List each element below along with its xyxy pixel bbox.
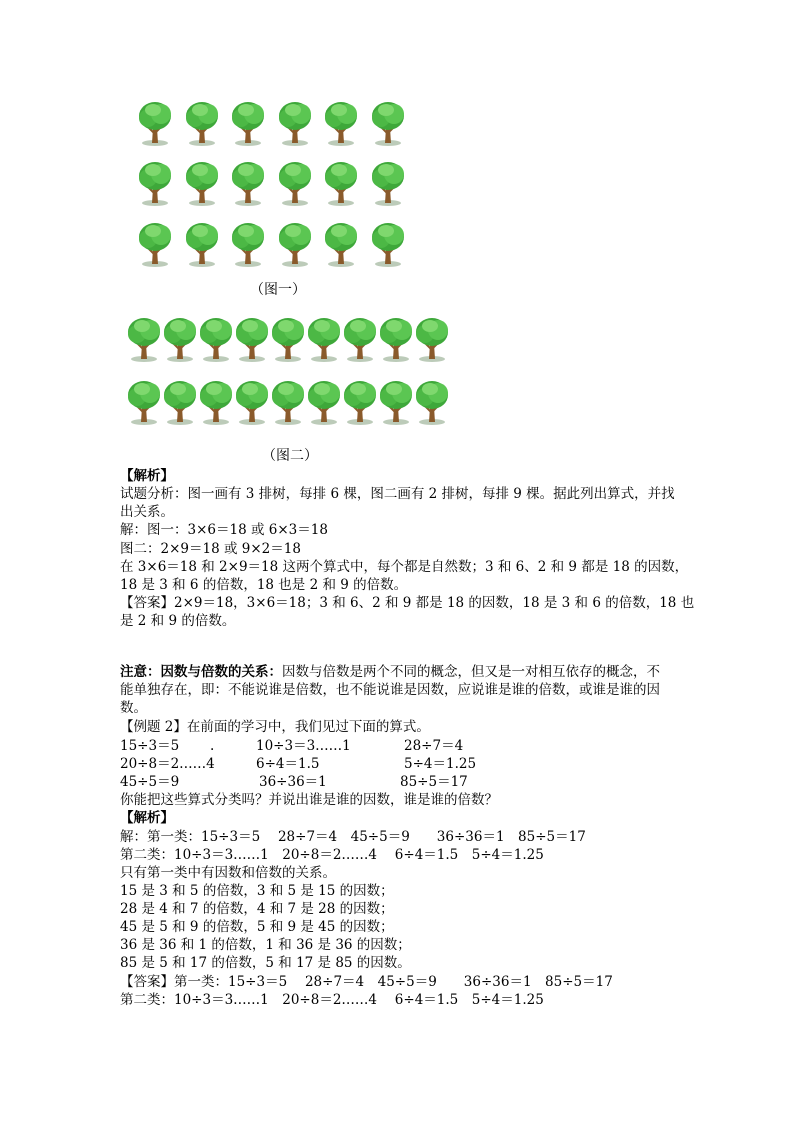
analysis-heading: 【解析】 bbox=[120, 468, 174, 484]
tree-icon bbox=[126, 379, 162, 425]
tree-row bbox=[126, 379, 450, 425]
tree-icon bbox=[342, 379, 378, 425]
solution-line: 第二类：10÷3＝3……1 20÷8＝2……4 6÷4＝1.5 5÷4＝1.25 bbox=[120, 847, 544, 863]
tree-icon bbox=[370, 160, 406, 206]
equation: 15÷3＝5 bbox=[120, 738, 180, 754]
equation: 20÷8＝2……4 bbox=[120, 756, 215, 772]
solution-line: 36 是 36 和 1 的倍数，1 和 36 是 36 的因数； bbox=[120, 937, 411, 953]
tree-icon bbox=[306, 316, 342, 362]
note-line bbox=[120, 663, 660, 681]
tree-icon bbox=[184, 100, 220, 146]
equation: 85÷5＝17 bbox=[400, 774, 468, 790]
solution-line: 28 是 4 和 7 的倍数，4 和 7 是 28 的因数； bbox=[120, 901, 394, 917]
tree-row bbox=[137, 100, 406, 146]
solution-line: 45 是 5 和 9 的倍数，5 和 9 是 45 的因数； bbox=[120, 919, 394, 935]
answer-line: 【答案】2×9＝18，3×6＝18；3 和 6、2 和 9 都是 18 的因数，18 是 3 和 6 的倍数，18 也 bbox=[120, 595, 695, 611]
tree-row bbox=[137, 221, 406, 267]
answer-line: 第二类：10÷3＝3……1 20÷8＝2……4 6÷4＝1.5 5÷4＝1.25 bbox=[120, 992, 544, 1008]
tree-icon bbox=[137, 100, 173, 146]
equation: 45÷5＝9 bbox=[120, 774, 180, 790]
solution-line: 图二：2×9＝18 或 9×2＝18 bbox=[120, 541, 301, 557]
solution-line: 在 3×6＝18 和 2×9＝18 这两个算式中，每个都是自然数；3 和 6、2 和 9 都是 18 的因数， bbox=[120, 559, 689, 575]
note-label: 注意：因数与倍数的关系： bbox=[120, 664, 282, 680]
solution-line: 18 是 3 和 6 的倍数，18 也是 2 和 9 的倍数。 bbox=[120, 577, 408, 593]
analysis-heading: 【解析】 bbox=[120, 810, 174, 826]
figure-1-caption: （图一） bbox=[250, 282, 306, 298]
answer-line: 【答案】第一类：15÷3＝5 28÷7＝4 45÷5＝9 36÷36＝1 85÷5＝17 bbox=[120, 974, 613, 990]
equation-row bbox=[120, 773, 468, 791]
tree-icon bbox=[270, 379, 306, 425]
equation: 36÷36＝1 bbox=[259, 774, 327, 790]
tree-icon bbox=[137, 221, 173, 267]
answer-line: 是 2 和 9 的倍数。 bbox=[120, 613, 236, 629]
tree-icon bbox=[414, 316, 450, 362]
analysis-text: 试题分析：图一画有 3 排树，每排 6 棵，图二画有 2 排树，每排 9 棵。据此列出算式，并找 bbox=[120, 486, 675, 502]
dot-mark: . bbox=[210, 738, 215, 754]
equation: 28÷7＝4 bbox=[404, 738, 464, 754]
equation-row bbox=[120, 737, 463, 755]
figure-2-caption: （图二） bbox=[262, 448, 318, 464]
note-text: 能单独存在，即：不能说谁是倍数，也不能说谁是因数，应说谁是谁的倍数，或谁是谁的因 bbox=[120, 682, 660, 698]
note-text: 因数与倍数是两个不同的概念，但又是一对相互依存的概念，不 bbox=[282, 664, 660, 680]
tree-icon bbox=[184, 221, 220, 267]
tree-icon bbox=[378, 316, 414, 362]
tree-icon bbox=[162, 379, 198, 425]
tree-row bbox=[137, 160, 406, 206]
equation: 5÷4＝1.25 bbox=[404, 756, 477, 772]
solution-line: 解：第一类：15÷3＝5 28÷7＝4 45÷5＝9 36÷36＝1 85÷5＝17 bbox=[120, 829, 586, 845]
equation: 10÷3＝3……1 bbox=[256, 738, 351, 754]
tree-icon bbox=[323, 221, 359, 267]
solution-line: 15 是 3 和 5 的倍数，3 和 5 是 15 的因数； bbox=[120, 883, 394, 899]
tree-icon bbox=[277, 221, 313, 267]
tree-icon bbox=[270, 316, 306, 362]
tree-icon bbox=[378, 379, 414, 425]
tree-icon bbox=[230, 221, 266, 267]
solution-line: 85 是 5 和 17 的倍数，5 和 17 是 85 的因数。 bbox=[120, 955, 411, 971]
example-title: 【例题 2】在前面的学习中，我们见过下面的算式。 bbox=[120, 719, 430, 735]
tree-icon bbox=[230, 100, 266, 146]
tree-icon bbox=[234, 379, 270, 425]
equation-row bbox=[120, 755, 476, 773]
tree-icon bbox=[323, 100, 359, 146]
tree-icon bbox=[370, 100, 406, 146]
equation: 6÷4＝1.5 bbox=[256, 756, 320, 772]
tree-icon bbox=[137, 160, 173, 206]
analysis-text: 出关系。 bbox=[120, 504, 174, 520]
tree-icon bbox=[323, 160, 359, 206]
solution-line: 只有第一类中有因数和倍数的关系。 bbox=[120, 865, 336, 881]
tree-icon bbox=[162, 316, 198, 362]
tree-icon bbox=[370, 221, 406, 267]
tree-icon bbox=[277, 100, 313, 146]
question-line: 你能把这些算式分类吗？并说出谁是谁的因数，谁是谁的倍数？ bbox=[120, 792, 498, 808]
tree-icon bbox=[342, 316, 378, 362]
tree-row bbox=[126, 316, 450, 362]
note-text: 数。 bbox=[120, 700, 147, 716]
tree-icon bbox=[306, 379, 342, 425]
tree-icon bbox=[414, 379, 450, 425]
tree-icon bbox=[184, 160, 220, 206]
tree-icon bbox=[126, 316, 162, 362]
tree-icon bbox=[198, 379, 234, 425]
tree-icon bbox=[234, 316, 270, 362]
tree-icon bbox=[277, 160, 313, 206]
solution-line: 解：图一：3×6＝18 或 6×3＝18 bbox=[120, 522, 328, 538]
tree-icon bbox=[198, 316, 234, 362]
tree-icon bbox=[230, 160, 266, 206]
